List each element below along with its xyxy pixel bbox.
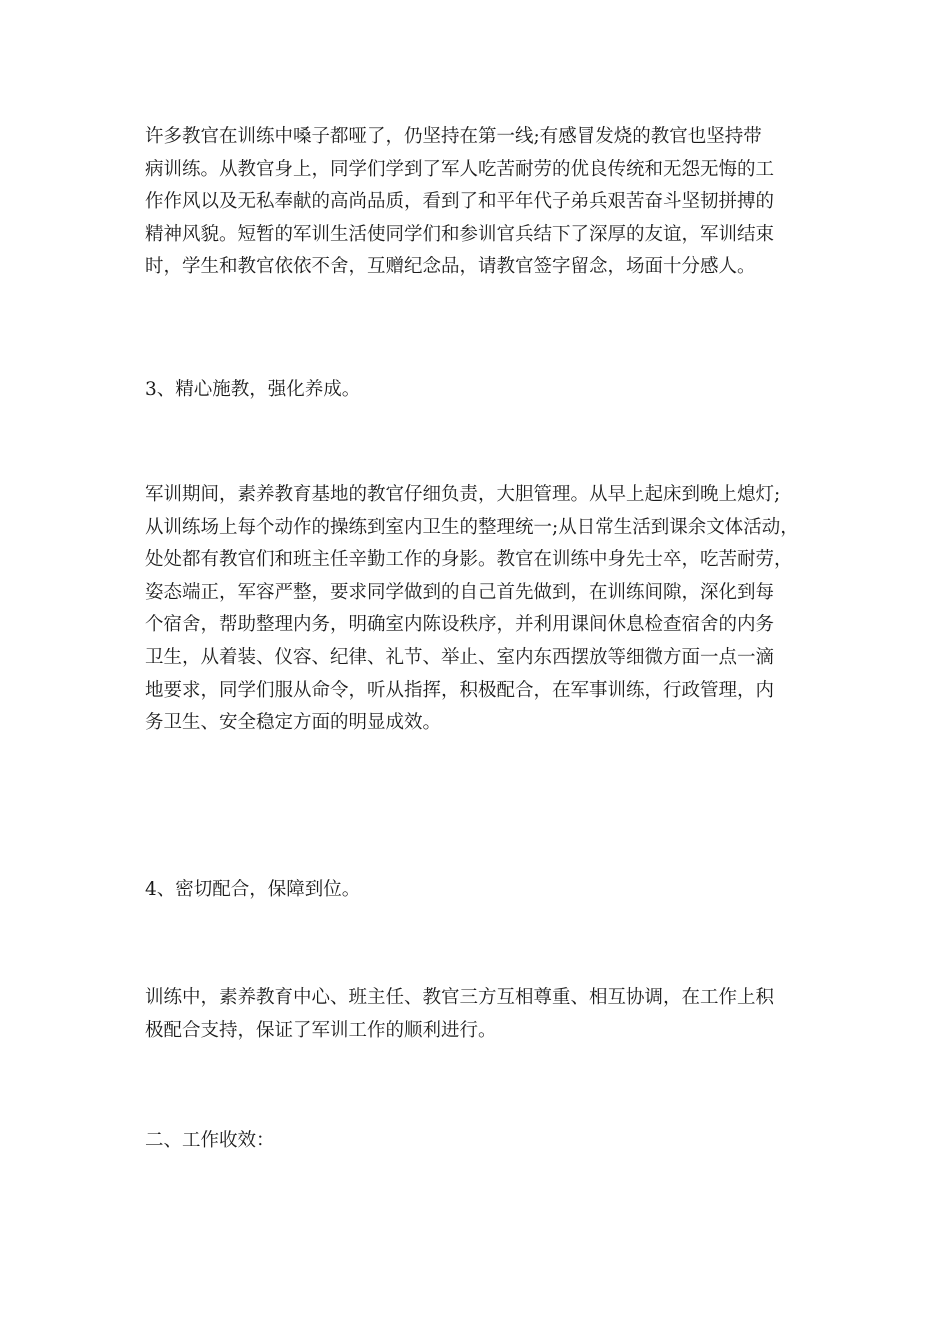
section-heading-4 xyxy=(145,874,825,907)
paragraph-line: 处处都有教官们和班主任辛勤工作的身影。教官在训练中身先士卒，吃苦耐劳， xyxy=(145,549,793,571)
section-heading: 二、工作收效： xyxy=(145,1130,275,1151)
paragraph-line: 作作风以及无私奉献的高尚品质，看到了和平年代子弟兵艰苦奋斗坚韧拼搏的 xyxy=(145,191,775,213)
paragraph-line: 病训练。从教官身上，同学们学到了军人吃苦耐劳的优良传统和无怨无悔的工 xyxy=(145,158,775,180)
section-heading: 3、精心施教，强化养成。 xyxy=(145,379,361,400)
paragraph-line: 精神风貌。短暂的军训生活使同学们和参训官兵结下了深厚的友谊，军训结束 xyxy=(145,223,775,245)
section-heading-3 xyxy=(145,374,825,407)
section-heading-work-results xyxy=(145,1125,825,1158)
paragraph-line: 务卫生、安全稳定方面的明显成效。 xyxy=(145,712,442,734)
paragraph-line: 时，学生和教官依依不舍，互赠纪念品，请教官签字留念，场面十分感人。 xyxy=(145,256,756,278)
paragraph-line: 军训期间，素养教育基地的教官仔细负责，大胆管理。从早上起床到晚上熄灯; xyxy=(145,484,781,505)
paragraph-cooperation xyxy=(145,982,825,1047)
paragraph-line: 地要求，同学们服从命令，听从指挥，积极配合，在军事训练，行政管理，内 xyxy=(145,679,775,701)
paragraph-line: 许多教官在训练中嗓子都哑了，仍坚持在第一线;有感冒发烧的教官也坚持带 xyxy=(145,126,762,147)
paragraph-instructors-dedication xyxy=(145,121,825,284)
paragraph-line: 极配合支持，保证了军训工作的顺利进行。 xyxy=(145,1019,497,1041)
section-heading: 4、密切配合，保障到位。 xyxy=(145,879,361,900)
paragraph-line: 从训练场上每个动作的操练到室内卫生的整理统一;从日常生活到课余文体活动， xyxy=(145,516,799,538)
paragraph-line: 卫生，从着装、仪容、纪律、礼节、举止、室内东西摆放等细微方面一点一滴 xyxy=(145,646,775,668)
paragraph-training-management xyxy=(145,479,825,740)
paragraph-line: 个宿舍，帮助整理内务，明确室内陈设秩序，并利用课间休息检查宿舍的内务 xyxy=(145,614,775,636)
paragraph-line: 姿态端正，军容严整，要求同学做到的自己首先做到，在训练间隙，深化到每 xyxy=(145,581,775,603)
paragraph-line: 训练中，素养教育中心、班主任、教官三方互相尊重、相互协调，在工作上积 xyxy=(145,987,775,1008)
